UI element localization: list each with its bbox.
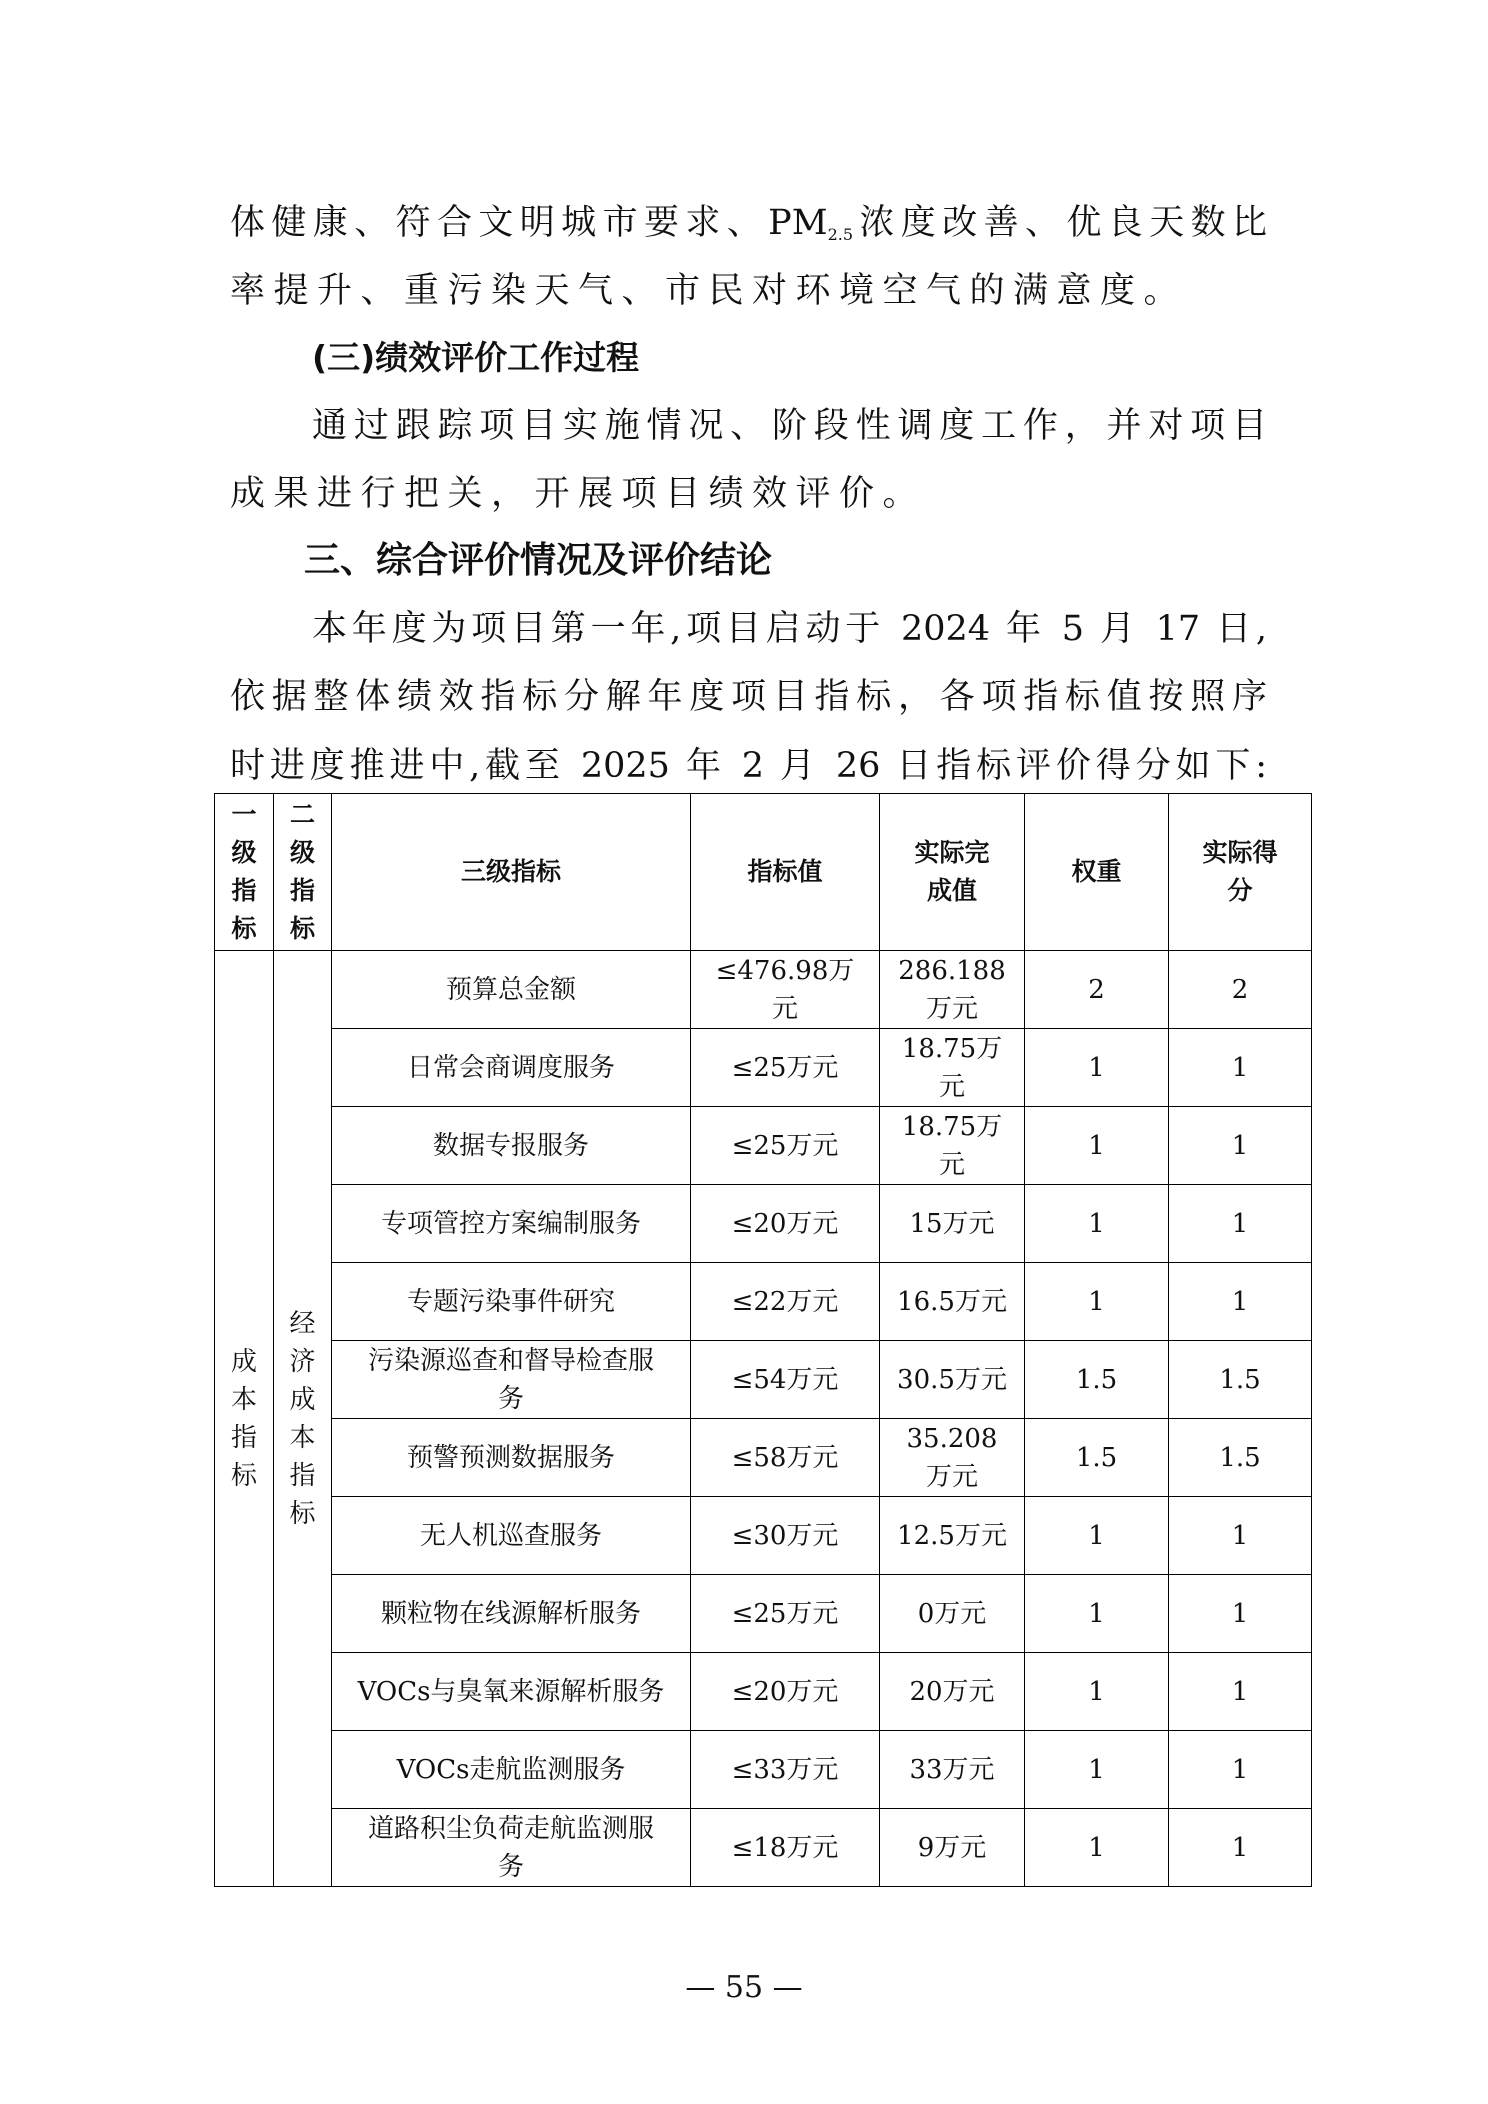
target-cell: ≤58万元: [691, 1419, 880, 1497]
score-cell: 1: [1169, 1185, 1312, 1263]
level3-cell: VOCs走航监测服务: [332, 1731, 691, 1809]
actual-cell: 18.75万元: [880, 1029, 1025, 1107]
actual-cell: 12.5万元: [880, 1497, 1025, 1575]
score-cell: 1: [1169, 1497, 1312, 1575]
header-level2: 二级指标: [274, 794, 332, 951]
score-cell: 1: [1169, 1263, 1312, 1341]
weight-cell: 1: [1025, 1185, 1169, 1263]
target-cell: ≤33万元: [691, 1731, 880, 1809]
body-text-line: 率提升、重污染天气、市民对环境空气的满意度。: [230, 271, 1188, 311]
weight-cell: 1: [1025, 1653, 1169, 1731]
header-weight: 权重: [1025, 794, 1169, 951]
table-header-row: [215, 794, 1312, 951]
level3-cell: 专题污染事件研究: [332, 1263, 691, 1341]
target-cell: ≤22万元: [691, 1263, 880, 1341]
level1-cell: 成本指标: [215, 951, 274, 1887]
body-text-line: 时进度推进中,截至 2025 年 2 月 26 日指标评价得分如下:: [230, 746, 1267, 786]
section-heading: (三)绩效评价工作过程: [312, 338, 640, 377]
score-cell: 1: [1169, 1107, 1312, 1185]
table-row: [215, 1263, 1312, 1341]
score-cell: 2: [1169, 951, 1312, 1029]
text: 体健康、符合文明城市要求、PM: [230, 203, 828, 243]
target-cell: ≤476.98万元: [691, 951, 880, 1029]
actual-cell: 16.5万元: [880, 1263, 1025, 1341]
target-cell: ≤20万元: [691, 1653, 880, 1731]
level3-cell: 日常会商调度服务: [332, 1029, 691, 1107]
text: 浓度改善、优良天数比: [853, 203, 1267, 243]
level3-cell: 污染源巡查和督导检查服务: [332, 1341, 691, 1419]
actual-cell: 0万元: [880, 1575, 1025, 1653]
header-level1: 一级指标: [215, 794, 274, 951]
target-cell: ≤25万元: [691, 1575, 880, 1653]
header-target: 指标值: [691, 794, 880, 951]
body-text-line: 成果进行把关，开展项目绩效评价。: [230, 474, 927, 514]
table-row: [215, 951, 1312, 1029]
score-cell: 1.5: [1169, 1419, 1312, 1497]
chapter-heading: 三、综合评价情况及评价结论: [304, 540, 773, 581]
weight-cell: 1: [1025, 1497, 1169, 1575]
weight-cell: 1: [1025, 1029, 1169, 1107]
body-text-line: 依据整体绩效指标分解年度项目指标，各项指标值按照序: [230, 677, 1267, 717]
weight-cell: 1: [1025, 1107, 1169, 1185]
header-actual: 实际完成值: [880, 794, 1025, 951]
actual-cell: 15万元: [880, 1185, 1025, 1263]
target-cell: ≤54万元: [691, 1341, 880, 1419]
body-text-line: 本年度为项目第一年,项目启动于 2024 年 5 月 17 日,: [312, 609, 1267, 649]
subscript: 2.5: [827, 225, 854, 244]
score-cell: 1: [1169, 1809, 1312, 1887]
weight-cell: 1: [1025, 1809, 1169, 1887]
table-row: [215, 1341, 1312, 1419]
weight-cell: 2: [1025, 951, 1169, 1029]
target-cell: ≤18万元: [691, 1809, 880, 1887]
score-cell: 1.5: [1169, 1341, 1312, 1419]
weight-cell: 1: [1025, 1731, 1169, 1809]
level3-cell: 颗粒物在线源解析服务: [332, 1575, 691, 1653]
target-cell: ≤20万元: [691, 1185, 880, 1263]
actual-cell: 286.188万元: [880, 951, 1025, 1029]
weight-cell: 1.5: [1025, 1419, 1169, 1497]
target-cell: ≤25万元: [691, 1029, 880, 1107]
weight-cell: 1: [1025, 1263, 1169, 1341]
score-cell: 1: [1169, 1575, 1312, 1653]
actual-cell: 35.208万元: [880, 1419, 1025, 1497]
table-row: [215, 1497, 1312, 1575]
actual-cell: 18.75万元: [880, 1107, 1025, 1185]
level3-cell: 数据专报服务: [332, 1107, 691, 1185]
evaluation-table: [214, 793, 1312, 1887]
header-level3: 三级指标: [332, 794, 691, 951]
level3-cell: 无人机巡查服务: [332, 1497, 691, 1575]
actual-cell: 33万元: [880, 1731, 1025, 1809]
table-row: [215, 1653, 1312, 1731]
actual-cell: 20万元: [880, 1653, 1025, 1731]
target-cell: ≤30万元: [691, 1497, 880, 1575]
table-row: [215, 1809, 1312, 1887]
table-row: [215, 1029, 1312, 1107]
page-number: — 55 —: [685, 1970, 803, 2005]
table-row: [215, 1731, 1312, 1809]
level3-cell: VOCs与臭氧来源解析服务: [332, 1653, 691, 1731]
level3-cell: 道路积尘负荷走航监测服务: [332, 1809, 691, 1887]
score-cell: 1: [1169, 1029, 1312, 1107]
actual-cell: 30.5万元: [880, 1341, 1025, 1419]
level3-cell: 专项管控方案编制服务: [332, 1185, 691, 1263]
weight-cell: 1: [1025, 1575, 1169, 1653]
table-row: [215, 1575, 1312, 1653]
target-cell: ≤25万元: [691, 1107, 880, 1185]
table-row: [215, 1419, 1312, 1497]
body-text-line: [230, 201, 1267, 257]
level2-cell: 经济成本指标: [274, 951, 332, 1887]
score-cell: 1: [1169, 1653, 1312, 1731]
level3-cell: 预警预测数据服务: [332, 1419, 691, 1497]
header-score: 实际得分: [1169, 794, 1312, 951]
level3-cell: 预算总金额: [332, 951, 691, 1029]
body-text-line: 通过跟踪项目实施情况、阶段性调度工作，并对项目: [312, 406, 1267, 446]
weight-cell: 1.5: [1025, 1341, 1169, 1419]
score-cell: 1: [1169, 1731, 1312, 1809]
table-row: [215, 1185, 1312, 1263]
table-row: [215, 1107, 1312, 1185]
actual-cell: 9万元: [880, 1809, 1025, 1887]
